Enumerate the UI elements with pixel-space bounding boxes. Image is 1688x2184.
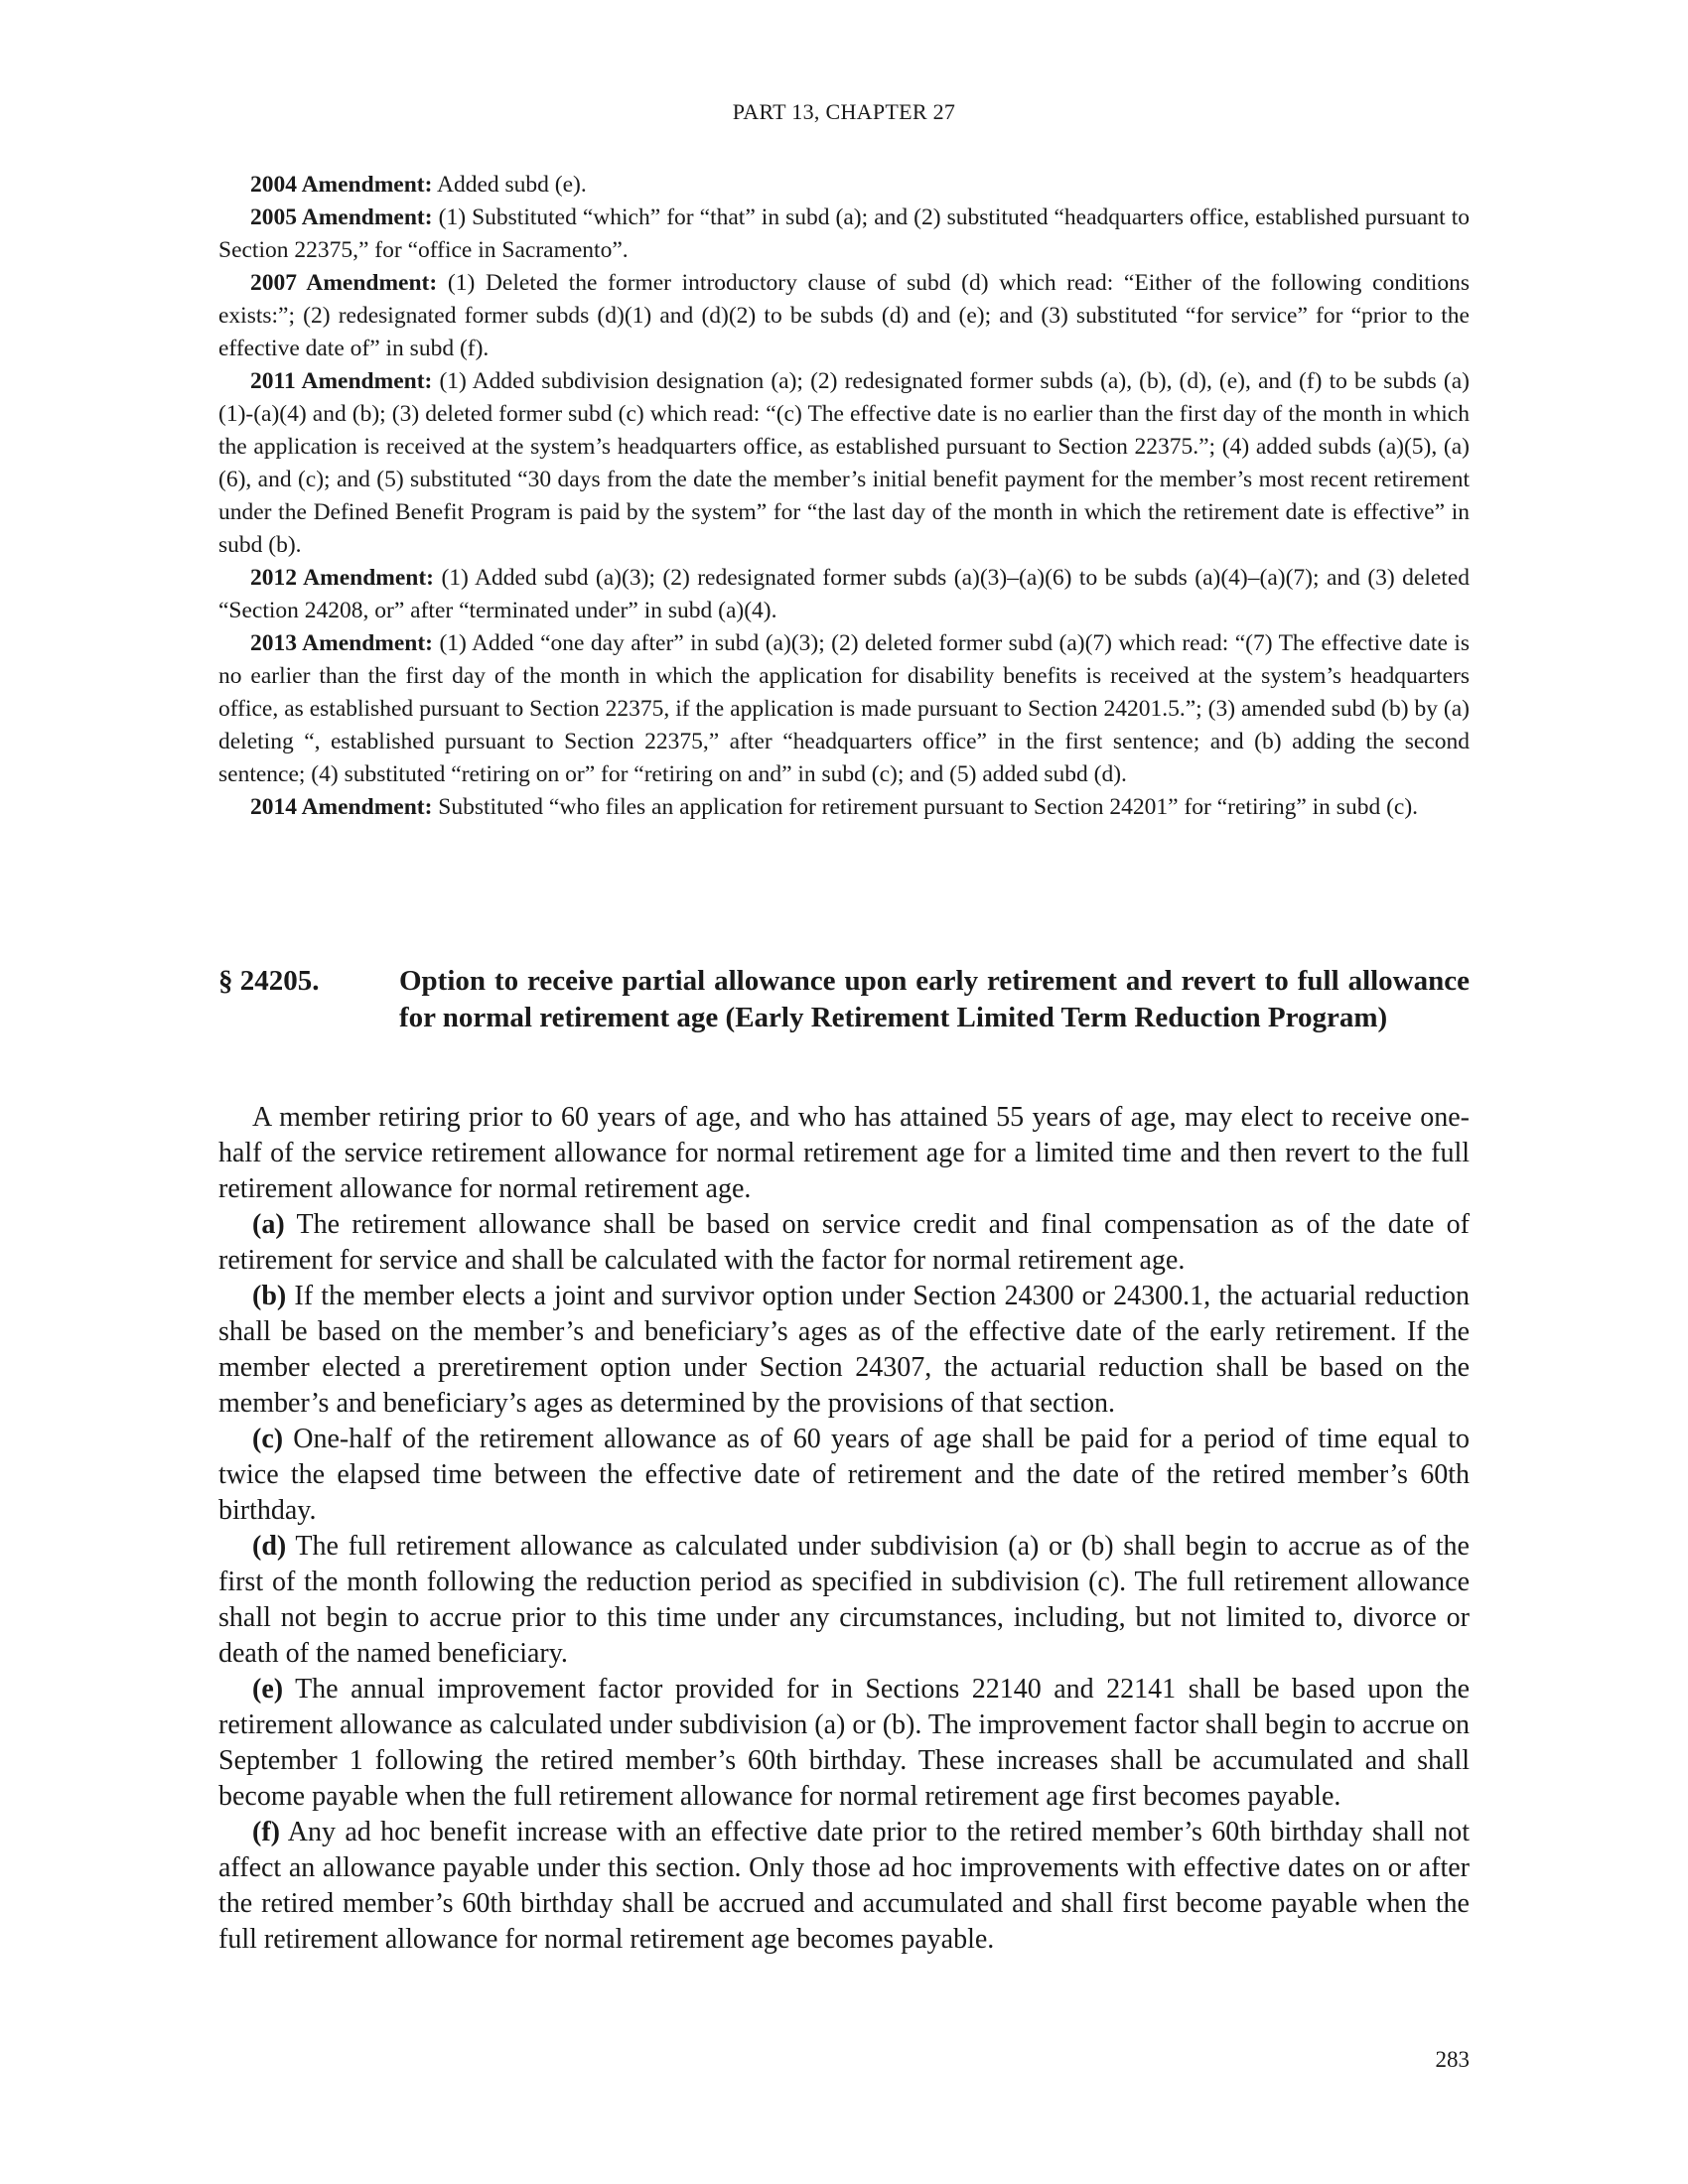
amendment-label: 2005 Amendment: [250,205,433,230]
subdivision-label: (c) [252,1424,284,1454]
amendment-label: 2007 Amendment: [250,270,438,296]
amendment-note [218,562,1470,627]
subdivision-text: The retirement allowance shall be based on service credit and final compensation as of the date of retirement for service and shall be calculated with the factor for normal retirement age. [218,1209,1470,1276]
amendment-text: (1) Substituted “which” for “that” in subd (a); and (2) substituted “headquarters office, established pursuant to Section 22375,” for “office in Sacramento”. [218,205,1470,263]
subdivision [218,1815,1470,1958]
amendment-notes [218,169,1470,824]
amendment-text: (1) Added “one day after” in subd (a)(3); (2) deleted former subd (a)(7) which read: “(7) The effective date is no earlier than the first day of the month in which the application for disability benefits is received at the system’s headquarters office, as established pursuant to Section 22375, if the application is made pursuant to Section 24201.5.”; (3) amended subd (b) by (a) deleting “, established pursuant to Section 22375,” after “headquarters office” in the first sentence; and (b) adding the second sentence; (4) substituted “retiring on or” for “retiring on and” in subd (c); and (5) added subd (d). [218,630,1471,787]
subdivision-text: One-half of the retirement allowance as of 60 years of age shall be paid for a period of time equal to twice the elapsed time between the effective date of retirement and the date of the retired member’s 60th birthday. [218,1424,1470,1526]
subdivision [218,1279,1470,1422]
subdivision [218,1207,1470,1279]
amendment-note [218,627,1470,791]
subdivision-text: Any ad hoc benefit increase with an effective date prior to the retired member’s 60th birthday shall not affect an allowance payable under this section. Only those ad hoc improvements with effective dates on or after the retired member’s 60th birthday shall be accrued and accumulated and shall first become payable when the full retirement allowance for normal retirement age becomes payable. [218,1817,1470,1955]
subdivision-label: (a) [252,1209,285,1240]
amendment-note [218,365,1470,562]
subdivision [218,1529,1470,1672]
subdivision-text: The full retirement allowance as calculated under subdivision (a) or (b) shall begin to accrue as of the first of the month following the reduction period as specified in subdivision (c). The full retirement allowance shall not begin to accrue prior to this time under any circumstances, including, but not limited to, divorce or death of the named beneficiary. [218,1531,1470,1669]
subdivision-label: (e) [252,1674,284,1705]
subdivision [218,1422,1470,1529]
subdivision-label: (d) [252,1531,287,1562]
subdivision-text: The annual improvement factor provided for in Sections 22140 and 22141 shall be based upon the retirement allowance as calculated under subdivision (a) or (b). The improvement factor shall begin to accrue on September 1 following the retired member’s 60th birthday. These increases shall be accumulated and shall become payable when the full retirement allowance for normal retirement age first becomes payable. [218,1674,1470,1812]
amendment-text: Added subd (e). [432,172,587,198]
amendment-label: 2014 Amendment: [250,794,433,820]
amendment-label: 2013 Amendment: [250,630,433,656]
section-body [218,1100,1470,1958]
amendment-text: (1) Deleted the former introductory clause of subd (d) which read: “Either of the following conditions exists:”; (2) redesignated former subds (d)(1) and (d)(2) to be subds (d) and (e); and (3) substituted “for service” for “prior to the effective date of” in subd (f). [218,270,1471,361]
subdivision [218,1672,1470,1815]
amendment-note [218,791,1470,824]
amendment-note [218,202,1470,267]
section-intro: A member retiring prior to 60 years of age, and who has attained 55 years of age, may elect to receive one-half of the service retirement allowance for normal retirement age for a limited time and then revert to the full retirement allowance for normal retirement age. [218,1102,1470,1204]
amendment-text: Substituted “who files an application for retirement pursuant to Section 24201” for “retiring” in subd (c). [432,794,1419,820]
amendment-label: 2004 Amendment: [250,172,433,198]
amendment-label: 2011 Amendment: [250,368,433,394]
section-title: Option to receive partial allowance upon early retirement and revert to full allowance for normal retirement age (Early Retirement Limited Term Reduction Program) [399,965,1470,1033]
running-header: PART 13, CHAPTER 27 [732,99,956,124]
amendment-note [218,267,1470,365]
subdivision-label: (f) [252,1817,280,1847]
subdivision-label: (b) [252,1281,287,1311]
page-number: 283 [1435,2047,1470,2072]
amendment-note [218,169,1470,202]
section-heading [218,963,1470,1036]
section-number: § 24205. [218,965,320,997]
amendment-label: 2012 Amendment: [250,565,434,591]
subdivision-text: If the member elects a joint and survivor option under Section 24300 or 24300.1, the actuarial reduction shall be based on the member’s and beneficiary’s ages as of the effective date of the early retirement. If the member elected a preretirement option under Section 24307, the actuarial reduction shall be based on the member’s and beneficiary’s ages as determined by the provisions of that section. [218,1281,1470,1419]
amendment-text: (1) Added subd (a)(3); (2) redesignated former subds (a)(3)–(a)(6) to be subds (a)(4)–(a)(7); and (3) deleted “Section 24208, or” after “terminated under” in subd (a)(4). [218,565,1471,623]
amendment-text: (1) Added subdivision designation (a); (2) redesignated former subds (a), (b), (d), (e), and (f) to be subds (a)(1)-(a)(4) and (b); (3) deleted former subd (c) which read: “(c) The effective date is no earlier than the first day of the month in which the application is received at the system’s headquarters office, as established pursuant to Section 22375.”; (4) added subds (a)(5), (a)(6), and (c); and (5) substituted “30 days from the date the member’s initial benefit payment for the member’s most recent retirement under the Defined Benefit Program is paid by the system” for “the last day of the month in which the retirement date is effective” in subd (b). [218,368,1470,558]
